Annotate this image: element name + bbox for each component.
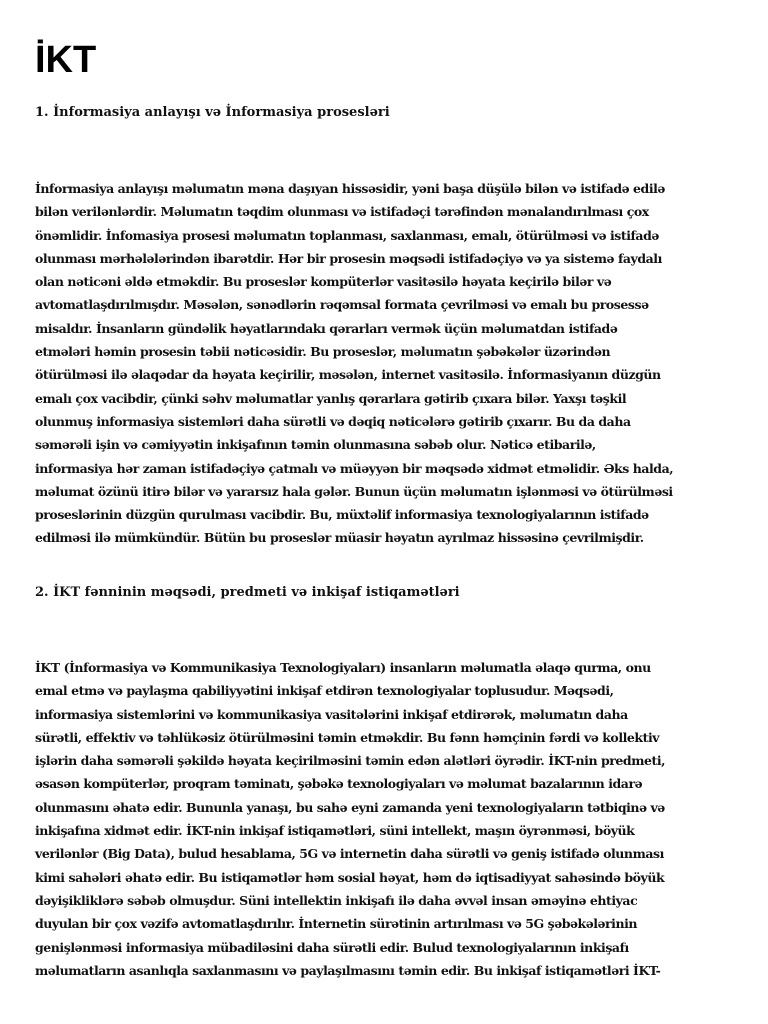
paragraph-line: genişlənməsi informasiya mübadiləsini daha sürətli edir. Bulud texnologiyalarının inkişafı: [35, 939, 629, 955]
paragraph-line: əsasən kompüterlər, proqram təminatı, şəbəkə texnologiyaları və məlumat bazalarının idarə: [35, 776, 643, 792]
paragraph-line: məlumat özünü itirə bilər və yararsız hala gələr. Bunun üçün məlumatın işlənməsi və ötürülməsi: [35, 483, 673, 499]
paragraph-line: olunmasını əhatə edir. Bununla yanaşı, bu sahə eyni zamanda yeni texnologiyaların tətbiqinə və: [35, 799, 665, 815]
paragraph-line: proseslərinin düzgün qurulması vacibdir. Bu, müxtəlif informasiya texnologiyalarının istifadə: [35, 507, 649, 523]
paragraph-line: işlərin daha səmərəli şəkildə həyata keçirilməsini təmin edən alətləri öyrədir. İKT-nin predmeti,: [35, 753, 666, 769]
paragraph-line: dəyişikliklərə səbəb olmuşdur. Süni intellektin inkişafı ilə daha əvvəl insan əməyinə ehtiyac: [35, 892, 638, 908]
paragraph-line: ötürülməsi ilə əlaqədar da həyata keçirilir, məsələn, internet vasitəsilə. İnformasiyanın düzgün: [35, 367, 661, 383]
paragraph-line: İKT (İnformasiya və Kommunikasiya Texnologiyaları) insanların məlumatla əlaqə qurma, onu: [35, 660, 651, 675]
document-title: İKT: [35, 39, 97, 81]
section-2-paragraph: [35, 656, 720, 982]
paragraph-line: inkişafına xidmət edir. İKT-nin inkişaf istiqamətləri, süni intellekt, maşın öyrənməsi, böyük: [35, 823, 635, 839]
paragraph-line: bilən verilənlərdir. Məlumatın təqdim olunması və istifadəçi tərəfindən mənalandırılması çox: [35, 204, 649, 220]
paragraph-line: səmərəli işin və cəmiyyətin inkişafının təmin olunmasına səbəb olur. Nəticə etibarilə,: [35, 437, 596, 453]
paragraph-line: edilməsi ilə mümkündür. Bütün bu proseslər müasir həyatın ayrılmaz hissəsinə çevrilmişdir.: [35, 530, 644, 546]
paragraph-line: avtomatlaşdırılmışdır. Məsələn, sənədlərin rəqəmsal formata çevrilməsi və emalı bu prosessə: [35, 297, 649, 313]
paragraph-line: olunmuş informasiya sistemləri daha sürətli və dəqiq nəticələrə gətirib çıxarır. Bu da daha: [35, 413, 631, 429]
paragraph-line: etmələri həmin prosesin təbii nəticəsidir. Bu proseslər, məlumatın şəbəkələr üzərindən: [35, 344, 611, 360]
paragraph-line: kimi sahələri əhatə edir. Bu istiqamətlər həm sosial həyat, həm də iqtisadiyyat sahəsində böyük: [35, 869, 665, 885]
paragraph-line: informasiya hər zaman istifadəçiyə çatmalı və müəyyən bir məqsədə xidmət etməlidir. Əks halda,: [35, 460, 674, 476]
section-heading-1: 1. İnformasiya anlayışı və İnformasiya prosesləri: [35, 105, 390, 120]
paragraph-line: emal etmə və paylaşma qabiliyyətini inkişaf etdirən texnologiyalar toplusudur. Məqsədi,: [35, 683, 614, 699]
paragraph-line: duyulan bir çox vəzifə avtomatlaşdırılır. İnternetin sürətinin artırılması və 5G şəbəkələrinin: [35, 916, 638, 932]
paragraph-line: misaldır. İnsanların gündəlik həyatlarındakı qərarları vermək üçün məlumatdan istifadə: [35, 320, 618, 336]
paragraph-line: önəmlidir. İnfomasiya prosesi məlumatın toplanması, saxlanması, emalı, ötürülməsi və istifadə: [35, 227, 659, 243]
paragraph-line: emalı çox vacibdir, çünki səhv məlumatlar yanlış qərarlara gətirib çıxara bilər. Yaxşı təşkil: [35, 390, 627, 406]
section-heading-2: 2. İKT fənninin məqsədi, predmeti və inkişaf istiqamətləri: [35, 585, 460, 600]
paragraph-line: məlumatların asanlıqla saxlanmasını və paylaşılmasını təmin edir. Bu inkişaf istiqamətləri İKT-: [35, 962, 661, 978]
section-1-paragraph: [35, 177, 720, 550]
paragraph-line: olunması mərhələlərindən ibarətdir. Hər bir prosesin məqsədi istifadəçiyə və ya sistemə faydalı: [35, 250, 662, 266]
paragraph-line: olan nəticəni əldə etməkdir. Bu proseslər kompüterlər vasitəsilə həyata keçirilə bilər və: [35, 274, 612, 290]
paragraph-line: verilənlər (Big Data), bulud hesablama, 5G və internetin daha sürətli və geniş istifadə olunması: [35, 846, 664, 862]
paragraph-line: İnformasiya anlayışı məlumatın məna daşıyan hissəsidir, yəni başa düşülə bilən və istifadə edilə: [35, 181, 665, 196]
paragraph-line: sürətli, effektiv və təhlükəsiz ötürülməsini təmin etməkdir. Bu fənn həmçinin fərdi və kollektiv: [35, 729, 660, 745]
paragraph-line: informasiya sistemlərini və kommunikasiya vasitələrini inkişaf etdirərək, məlumatın daha: [35, 706, 628, 722]
